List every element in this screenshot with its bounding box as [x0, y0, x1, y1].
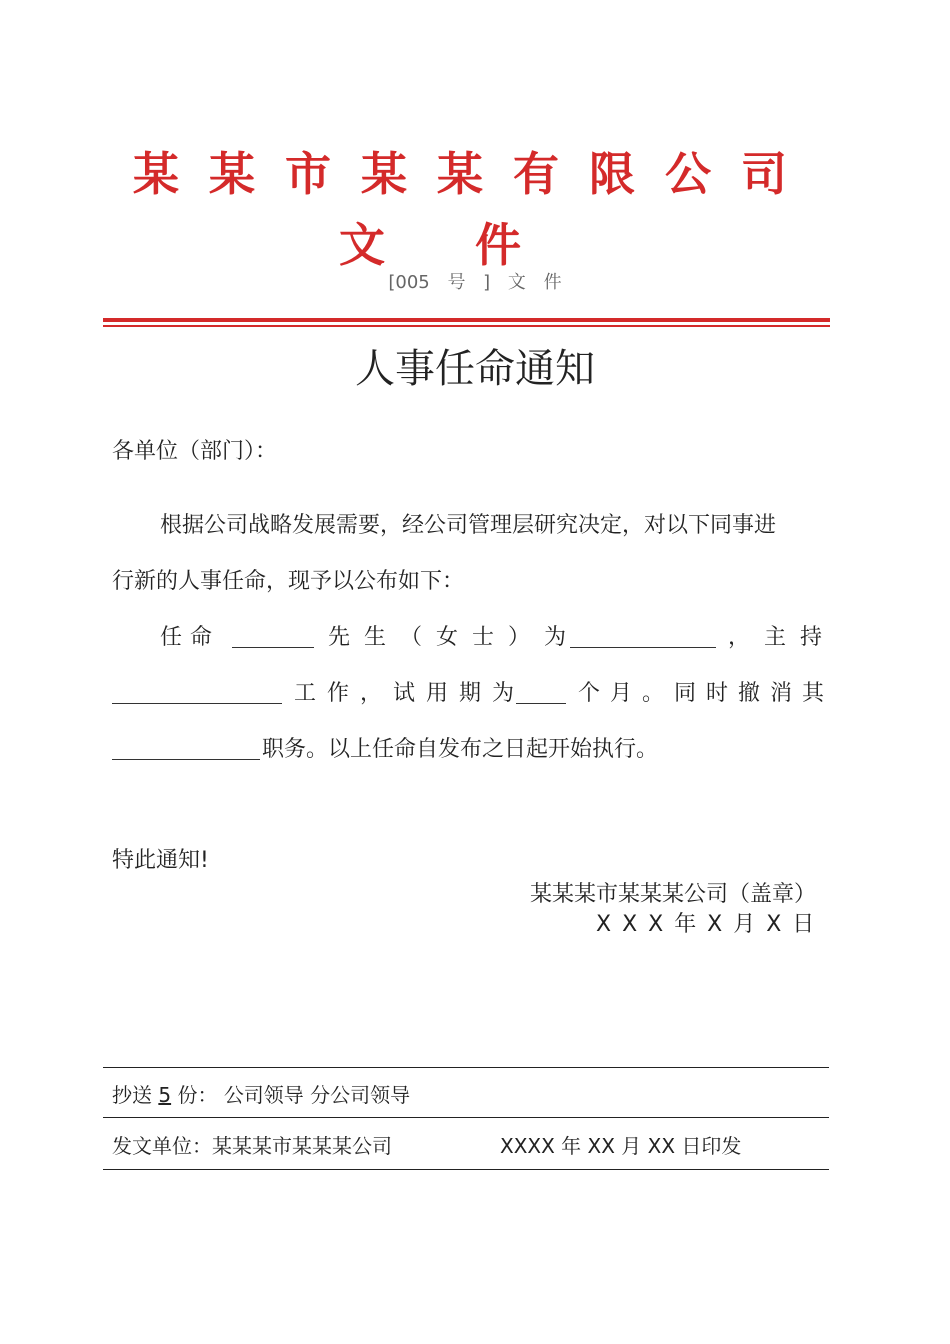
print-date: XXXX 年 XX 月 XX 日印发 — [500, 1134, 742, 1158]
footer-rule-bottom — [103, 1169, 829, 1170]
issuer-name: 某某某市某某某公司 — [212, 1134, 392, 1158]
salutation: 各单位（部门）： — [112, 439, 278, 464]
position-blank[interactable] — [570, 625, 716, 648]
revoke-text: 个月。同时撤消其 — [578, 681, 835, 706]
document-number: [005 号 ] 文 件 — [388, 272, 562, 293]
red-divider-thick — [103, 318, 830, 322]
company-header: 某某市某某有限公司 — [133, 147, 817, 201]
effective-text: 职务。以上任命自发布之日起开始执行。 — [262, 737, 659, 762]
closing-text: 特此通知! — [112, 848, 209, 873]
issuer-label: 发文单位： — [112, 1134, 212, 1158]
footer-rule-top — [103, 1067, 829, 1068]
cc-unit: 份： — [177, 1083, 218, 1107]
footer-rule-middle — [103, 1117, 829, 1118]
signature-date: X X X 年 X 月 X 日 — [596, 912, 817, 937]
trial-text: 工作，试用期为 — [294, 681, 526, 706]
issuer-row — [112, 1131, 392, 1161]
signature-org: 某某某市某某某公司（盖章） — [530, 882, 817, 907]
cc-targets: 公司领导 分公司领导 — [223, 1083, 411, 1107]
trial-months-blank[interactable] — [516, 681, 566, 704]
appoint-prefix: 任命 — [160, 625, 221, 650]
document-word: 文件 — [339, 218, 611, 272]
preside-text: ，主持 — [728, 625, 837, 650]
cc-count: 5 — [158, 1083, 172, 1107]
name-blank[interactable] — [232, 625, 314, 648]
body-paragraph-line-1: 根据公司战略发展需要，经公司管理层研究决定，对以下同事进 — [160, 513, 777, 538]
former-position-blank[interactable] — [112, 737, 260, 760]
body-paragraph-line-2: 行新的人事任命，现予以公布如下： — [112, 569, 465, 594]
cc-label: 抄送 — [112, 1083, 152, 1107]
red-divider-thin — [103, 325, 830, 327]
department-blank[interactable] — [112, 681, 282, 704]
notice-title: 人事任命通知 — [355, 346, 595, 392]
gender-and-role-text: 先生（女士）为 — [328, 625, 581, 650]
cc-row — [112, 1080, 410, 1110]
